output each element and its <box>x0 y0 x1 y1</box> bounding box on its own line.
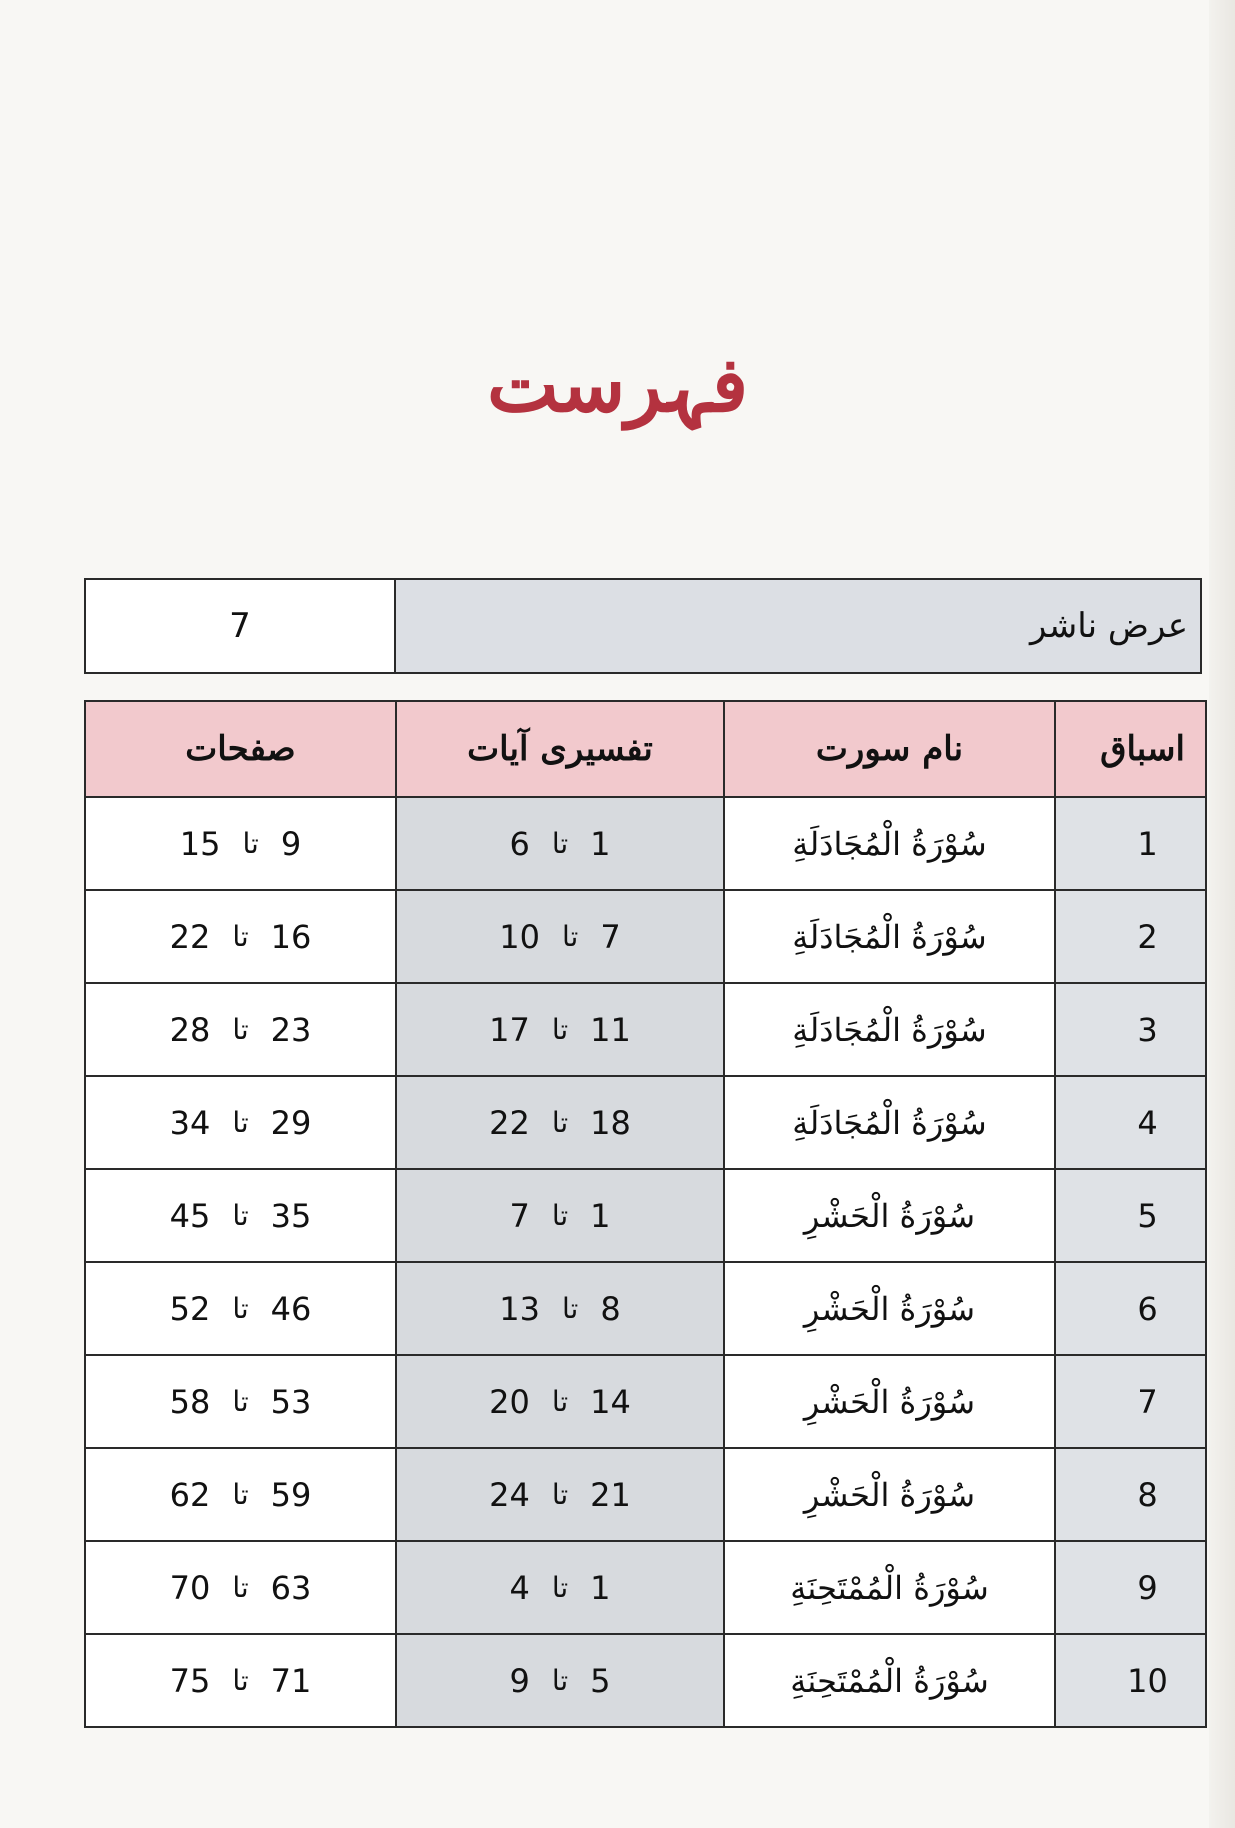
pages-cell-to: 52 <box>169 1289 211 1328</box>
pages-cell-from: 16 <box>270 917 312 956</box>
lesson-number-cell: 10 <box>1055 1634 1206 1727</box>
range-separator: تا <box>551 1199 569 1232</box>
table-row <box>85 1541 1206 1634</box>
range-separator: تا <box>562 920 579 953</box>
verses-cell-from: 1 <box>590 1568 611 1607</box>
pages-cell-from: 35 <box>270 1196 312 1235</box>
surah-name-cell: سُوْرَةُ الْمُجَادَلَةِ <box>724 890 1055 983</box>
range-separator: تا <box>551 1106 569 1139</box>
pages-cell-range <box>170 1290 312 1328</box>
verses-cell <box>396 983 724 1076</box>
pages-cell-to: 15 <box>179 824 221 863</box>
verses-cell-from: 8 <box>600 1289 621 1328</box>
lesson-number-cell: 6 <box>1055 1262 1206 1355</box>
pages-cell-range <box>170 1569 312 1607</box>
range-separator: تا <box>232 920 249 953</box>
verses-cell-from: 11 <box>590 1010 631 1049</box>
range-separator: تا <box>551 1478 569 1511</box>
verses-cell-range <box>499 918 620 956</box>
surah-name-cell: سُوْرَةُ الْمُجَادَلَةِ <box>724 1076 1055 1169</box>
range-separator: تا <box>232 1199 249 1232</box>
verses-cell <box>396 1634 724 1727</box>
verses-cell-from: 7 <box>600 917 621 956</box>
lesson-number-cell: 1 <box>1055 797 1206 890</box>
lesson-number-cell: 5 <box>1055 1169 1206 1262</box>
pages-cell-from: 63 <box>270 1568 312 1607</box>
verses-cell-range <box>489 1104 631 1142</box>
pages-cell-from: 29 <box>270 1103 312 1142</box>
verses-cell-range <box>489 1476 631 1514</box>
range-separator: تا <box>232 1106 249 1139</box>
table-row <box>85 1262 1206 1355</box>
pages-cell-to: 34 <box>169 1103 211 1142</box>
pages-cell <box>85 983 396 1076</box>
pages-cell-range <box>170 1662 312 1700</box>
pages-cell <box>85 890 396 983</box>
range-separator: تا <box>232 1292 249 1325</box>
table-row <box>85 1355 1206 1448</box>
verses-cell-range <box>489 1011 631 1049</box>
range-separator: تا <box>232 1013 249 1046</box>
contents-table <box>84 700 1207 1728</box>
pages-cell-range <box>170 1383 312 1421</box>
verses-cell-to: 4 <box>509 1568 530 1607</box>
verses-cell-from: 18 <box>590 1103 631 1142</box>
range-separator: تا <box>232 1664 249 1697</box>
range-separator: تا <box>232 1478 249 1511</box>
table-row <box>85 890 1206 983</box>
pages-cell <box>85 1076 396 1169</box>
pages-cell-from: 59 <box>270 1475 312 1514</box>
pages-cell-range <box>170 1476 312 1514</box>
lesson-number-cell: 3 <box>1055 983 1206 1076</box>
pages-cell <box>85 797 396 890</box>
verses-cell <box>396 797 724 890</box>
verses-cell-to: 7 <box>509 1196 530 1235</box>
verses-cell-from: 5 <box>590 1661 611 1700</box>
pages-cell-from: 9 <box>280 824 302 863</box>
range-separator: تا <box>551 1013 569 1046</box>
verses-cell-to: 10 <box>499 917 541 956</box>
table-row <box>85 1076 1206 1169</box>
range-separator: تا <box>551 1571 569 1604</box>
pages-cell-to: 58 <box>169 1382 211 1421</box>
surah-name-cell: سُوْرَةُ الْمُمْتَحِنَةِ <box>724 1541 1055 1634</box>
surah-name-cell: سُوْرَةُ الْحَشْرِ <box>724 1355 1055 1448</box>
header-surah: نام سورت <box>724 701 1055 797</box>
pages-cell <box>85 1169 396 1262</box>
verses-cell-range <box>509 825 610 863</box>
publisher-note-table <box>84 578 1202 674</box>
pages-cell-to: 22 <box>169 917 211 956</box>
verses-cell-to: 20 <box>489 1382 530 1421</box>
verses-cell <box>396 1355 724 1448</box>
pages-cell-from: 23 <box>270 1010 312 1049</box>
surah-name-cell: سُوْرَةُ الْحَشْرِ <box>724 1169 1055 1262</box>
verses-cell-to: 22 <box>489 1103 530 1142</box>
verses-cell-range <box>509 1662 610 1700</box>
verses-cell-to: 13 <box>499 1289 541 1328</box>
table-row <box>85 1448 1206 1541</box>
page-title: فہرست <box>486 340 749 429</box>
table-row <box>85 1634 1206 1727</box>
verses-cell-to: 17 <box>489 1010 530 1049</box>
verses-cell <box>396 890 724 983</box>
page-edge-shadow <box>1209 0 1235 1828</box>
publisher-note-page: 7 <box>85 579 395 673</box>
surah-name-cell: سُوْرَةُ الْمُمْتَحِنَةِ <box>724 1634 1055 1727</box>
verses-cell-to: 9 <box>509 1661 530 1700</box>
verses-cell-range <box>499 1290 620 1328</box>
surah-name-cell: سُوْرَةُ الْحَشْرِ <box>724 1448 1055 1541</box>
pages-cell-from: 71 <box>270 1661 312 1700</box>
lesson-number-cell: 7 <box>1055 1355 1206 1448</box>
table-row <box>85 797 1206 890</box>
verses-cell <box>396 1076 724 1169</box>
pages-cell <box>85 1634 396 1727</box>
verses-cell <box>396 1448 724 1541</box>
verses-cell <box>396 1541 724 1634</box>
table-row <box>85 1169 1206 1262</box>
pages-cell-range <box>170 1104 312 1142</box>
pages-cell-to: 45 <box>169 1196 211 1235</box>
pages-cell <box>85 1541 396 1634</box>
header-verses: تفسیری آیات <box>396 701 724 797</box>
surah-name-cell: سُوْرَةُ الْمُجَادَلَةِ <box>724 797 1055 890</box>
pages-cell-to: 62 <box>169 1475 211 1514</box>
lesson-number-cell: 2 <box>1055 890 1206 983</box>
lesson-number-cell: 4 <box>1055 1076 1206 1169</box>
pages-cell-to: 28 <box>169 1010 211 1049</box>
verses-cell <box>396 1262 724 1355</box>
verses-cell-from: 1 <box>590 824 611 863</box>
range-separator: تا <box>242 827 259 860</box>
lesson-number-cell: 9 <box>1055 1541 1206 1634</box>
publisher-note-row <box>85 579 1201 673</box>
publisher-note-label: عرض ناشر <box>395 579 1201 673</box>
header-lesson: اسباق <box>1055 701 1206 797</box>
table-header-row <box>85 701 1206 797</box>
pages-cell-from: 46 <box>270 1289 312 1328</box>
pages-cell-to: 75 <box>169 1661 211 1700</box>
verses-cell-range <box>489 1383 631 1421</box>
range-separator: تا <box>551 1385 569 1418</box>
surah-name-cell: سُوْرَةُ الْحَشْرِ <box>724 1262 1055 1355</box>
verses-cell <box>396 1169 724 1262</box>
table-row <box>85 983 1206 1076</box>
pages-cell <box>85 1448 396 1541</box>
verses-cell-from: 21 <box>590 1475 631 1514</box>
pages-cell <box>85 1355 396 1448</box>
range-separator: تا <box>562 1292 579 1325</box>
range-separator: تا <box>232 1385 249 1418</box>
verses-cell-from: 14 <box>590 1382 631 1421</box>
range-separator: تا <box>551 1664 569 1697</box>
lesson-number-cell: 8 <box>1055 1448 1206 1541</box>
verses-cell-from: 1 <box>590 1196 611 1235</box>
verses-cell-range <box>509 1197 610 1235</box>
verses-cell-to: 24 <box>489 1475 530 1514</box>
pages-cell <box>85 1262 396 1355</box>
range-separator: تا <box>551 827 569 860</box>
pages-cell-range <box>180 825 301 863</box>
pages-cell-to: 70 <box>169 1568 211 1607</box>
verses-cell-to: 6 <box>509 824 530 863</box>
pages-cell-from: 53 <box>270 1382 312 1421</box>
surah-name-cell: سُوْرَةُ الْمُجَادَلَةِ <box>724 983 1055 1076</box>
pages-cell-range <box>170 918 312 956</box>
pages-cell-range <box>170 1197 312 1235</box>
range-separator: تا <box>232 1571 249 1604</box>
pages-cell-range <box>170 1011 312 1049</box>
header-pages: صفحات <box>85 701 396 797</box>
verses-cell-range <box>509 1569 610 1607</box>
